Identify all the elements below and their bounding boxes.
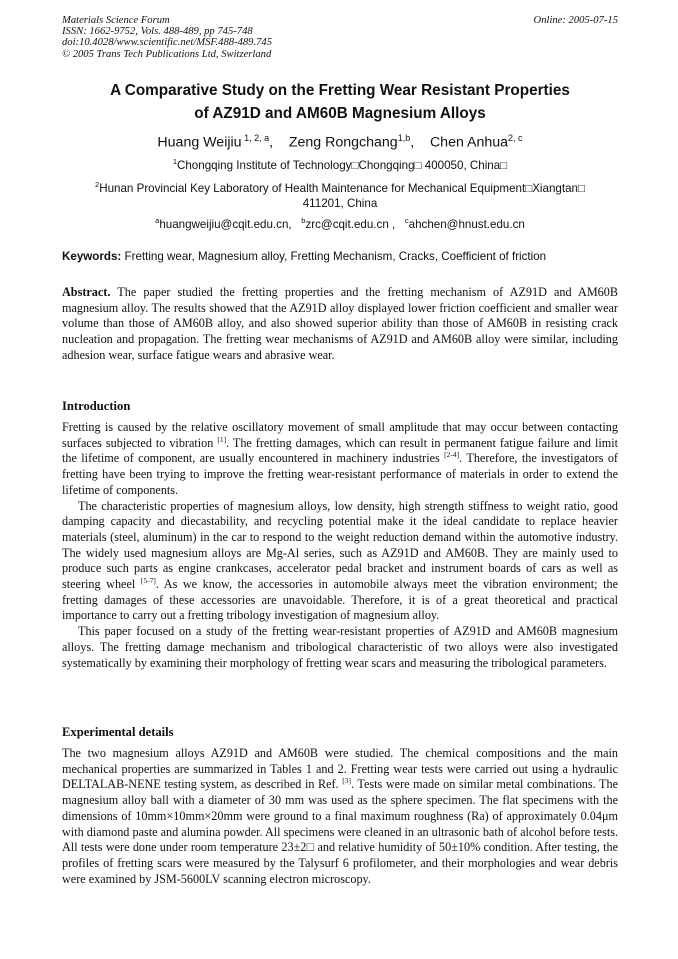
- author-superscript: 1,b: [397, 133, 411, 143]
- author-name: Huang Weijiu: [157, 134, 242, 151]
- abstract-text: The paper studied the fretting properties and the fretting mechanism of AZ91D and AM60B magnesium alloy. The results showed that the AZ91D alloy displayed lower friction coefficient and smaller wear volume than those of AM60B alloy, and also showed superior ability than those of AM60B in resisting crack nucleation and propagation. The fretting wear mechanisms of AZ91D and AM60B alloy were similar, including adhesion wear, surface fatigue wears and abrasive wear.: [62, 285, 618, 362]
- affiliation-text: Chongqing Institute of Technology□Chongqing□ 400050, China□: [176, 158, 508, 172]
- paragraph: This paper focused on a study of the fretting wear-resistant properties of AZ91D and AM60B magnesium alloys. The fretting damage mechanism and tribological characteristic of two alloys were also investigated systematically by examining their morphology of fretting wear scars and measuring the tribological parameters.: [62, 624, 618, 670]
- email-superscript: c: [404, 216, 409, 225]
- abstract: [62, 285, 618, 364]
- citation: [1]: [217, 434, 227, 444]
- author-superscript: 2, c: [508, 133, 523, 143]
- section-heading-experimental: Experimental details: [62, 725, 174, 739]
- citation: [3]: [342, 776, 351, 786]
- paragraph: Fretting is caused by the relative oscillatory movement of small amplitude that may occur between contacting surfaces subjected to vibration [1]. The fretting damages, which can result in permanent fatigue failure and limit the lifetime of component, are usually encountered in machinery industries [2-4]. Therefore, the investigators of fretting have been trying to improve the fretting wear-resistant performance of materials in order to extend the lifetime of components.: [62, 420, 619, 497]
- introduction-body: [62, 420, 618, 671]
- keywords: [62, 249, 618, 264]
- title-line-1: A Comparative Study on the Fretting Wear Resistant Properties: [110, 82, 570, 99]
- doi-line: doi:10.4028/www.scientific.net/MSF.488-489.745: [62, 37, 272, 49]
- email-superscript: b: [301, 216, 306, 225]
- title-line-2: of AZ91D and AM60B Magnesium Alloys: [194, 105, 486, 122]
- affiliation-1: [62, 154, 618, 173]
- copyright-line: © 2005 Trans Tech Publications Ltd, Switzerland: [62, 48, 272, 60]
- email-address: zrc@cqit.edu.cn ,: [305, 217, 396, 231]
- journal-name: Materials Science Forum: [62, 15, 170, 26]
- email-address: huangweijiu@cqit.edu.cn,: [159, 217, 292, 231]
- affiliation-superscript: 2: [95, 180, 100, 189]
- experimental-body: [62, 746, 618, 887]
- affiliation-superscript: 1: [172, 157, 177, 166]
- email-line: [62, 213, 618, 232]
- keywords-label: Keywords:: [62, 250, 122, 263]
- journal-header: [62, 15, 618, 60]
- author-name: Zeng Rongchang: [288, 134, 398, 151]
- affiliation-text: 411201, China: [302, 197, 378, 211]
- abstract-label: Abstract.: [62, 285, 111, 299]
- section-heading-introduction: Introduction: [62, 399, 131, 413]
- citation: [2-4]: [444, 450, 460, 460]
- issn-line: ISSN: 1662-9752, Vols. 488-489, pp 745-748: [62, 26, 253, 38]
- author-list: Huang Weijiu $^{1, 2, a}$, Zeng Rongchang$^{1,b}$, Chen Anhua$^{2, c}$: [157, 133, 523, 151]
- paper-title: [62, 79, 618, 125]
- affiliation-text: Hunan Provincial Key Laboratory of Health Maintenance for Mechanical Equipment□Xiangtan□: [99, 181, 585, 195]
- affiliation-2: [62, 177, 618, 212]
- keywords-text: Fretting wear, Magnesium alloy, Fretting Mechanism, Cracks, Coefficient of friction: [121, 250, 547, 263]
- email-address: ahchen@hnust.edu.cn: [408, 217, 525, 231]
- author-superscript: 1, 2, a: [244, 133, 270, 143]
- online-date: Online: 2005-07-15: [533, 15, 618, 26]
- author-name: Chen Anhua: [429, 134, 509, 151]
- email-superscript: a: [155, 216, 160, 225]
- citation: [5-7]: [140, 575, 156, 585]
- paragraph: The two magnesium alloys AZ91D and AM60B were studied. The chemical compositions and the main mechanical properties are summarized in Tables 1 and 2. Fretting wear tests were carried out using a hydraulic DELTALAB-NENE testing system, as described in Ref. [3]. Tests were made on similar metal combinations. The magnesium alloy ball with a diameter of 30 mm was used as the sphere specimen. The flat specimens with the dimensions of 10mm×10mm×20mm were ground to a final maximum roughness (Ra) of approximately 0.04μm with diamond paste and alumina powder. All specimens were cleaned in an ultrasonic bath of alcohol before tests. All tests were done under room temperature 23±2□ and relative humidity of 50±10% condition. After testing, the profiles of fretting scars were measured by the Talysurf 6 profilometer, and their morphologies and wear debris were examined by JSM-5600LV scanning electron microscopy.: [62, 746, 619, 886]
- paragraph: The characteristic properties of magnesium alloys, low density, high strength stiffness to weight ratio, good damping capacity and diecastability, and recycling potential make it the ideal candidate to replace heavier materials (steel, aluminum) in the car to respond to the weight reduction demand within the automotive industry. The widely used magnesium alloys are Mg-Al series, such as AZ91D and AM60B. They are mainly used to produce such parts as engine crankcases, accelerator pedal bracket and instrument boards of cars as well as steering wheel [5-7]. As we know, the accessories in automobile always meet the vibration environment; the fretting damages of these accessories are unavoidable. Therefore, it is of a great theoretical and practical importance to carry out a fretting tribology investigation of magnesium alloy.: [62, 498, 618, 623]
